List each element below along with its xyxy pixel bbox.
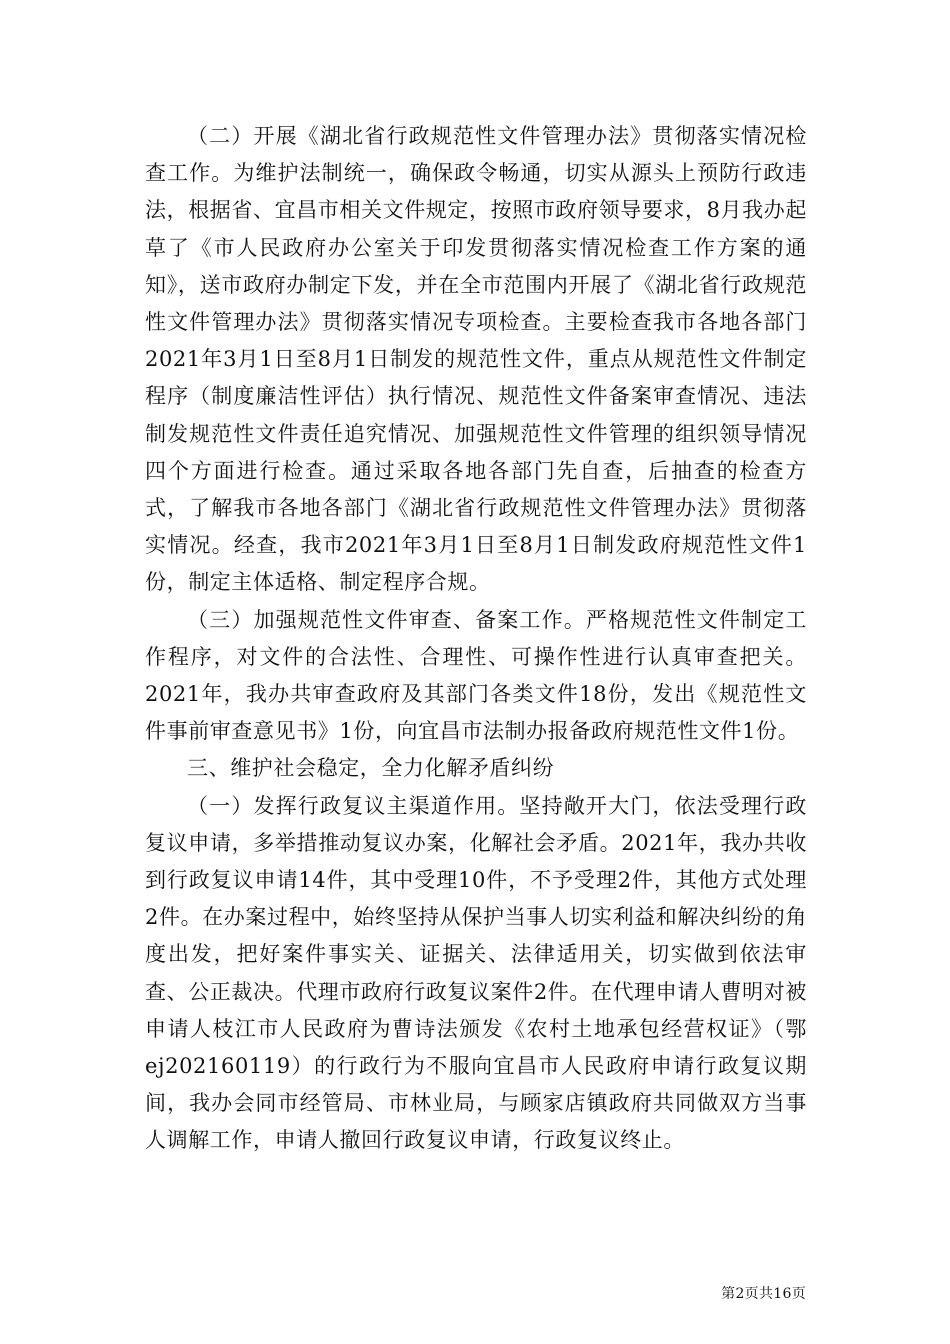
section-heading-social-stability: 三、维护社会稳定，全力化解矛盾纠纷: [187, 756, 555, 781]
paragraph-administrative-reconsideration: （一）发挥行政复议主渠道作用。坚持敞开大门，依法受理行政复议申请，多举措推动复议办案，化解社会矛盾。2021年，我办共收到行政复议申请14件，其中受理10件，不予受理2件，其他方式处理2件。在办案过程中，始终坚持从保护当事人切实利益和解决纠纷的角度出发，把好案件事实关、证据关、法律适用关，切实做到依法审查、公正裁决。代理市政府行政复议案件2件。在代理申请人曹明对被申请人枝江市人民政府为曹诗法颁发《农村土地承包经营权证》（鄂ej202160119）的行政行为不服向宜昌市人民政府申请行政复议期间，我办会同市经管局、市林业局，与顾家店镇政府共同做双方当事人调解工作，申请人撤回行政复议申请，行政复议终止。: [145, 793, 807, 1153]
paragraph-regulatory-document-inspection: （二）开展《湖北省行政规范性文件管理办法》贯彻落实情况检查工作。为维护法制统一，确保政令畅通，切实从源头上预防行政违法，根据省、宜昌市相关文件规定，按照市政府领导要求，8月我办起草了《市人民政府办公室关于印发贯彻落实情况检查工作方案的通知》，送市政府办制定下发，并在全市范围内开展了《湖北省行政规范性文件管理办法》贯彻落实情况专项检查。主要检查我市各地各部门2021年3月1日至8月1日制发的规范性文件，重点从规范性文件制定程序（制度廉洁性评估）执行情况、规范性文件备案审查情况、违法制发规范性文件责任追究情况、加强规范性文件管理的组织领导情况四个方面进行检查。通过采取各地各部门先自查，后抽查的检查方式，了解我市各地各部门《湖北省行政规范性文件管理办法》贯彻落实情况。经查，我市2021年3月1日至8月1日制发政府规范性文件1份，制定主体适格、制定程序合规。: [145, 124, 807, 595]
document-body: [145, 118, 807, 1160]
page-number: 第2页共16页: [721, 1286, 806, 1302]
paragraph-document-review-filing: （三）加强规范性文件审查、备案工作。严格规范性文件制定工作程序，对文件的合法性、合理性、可操作性进行认真审查把关。2021年，我办共审查政府及其部门各类文件18份，发出《规范性文件事前审查意见书》1份，向宜昌市法制办报备政府规范性文件1份。: [145, 607, 807, 744]
